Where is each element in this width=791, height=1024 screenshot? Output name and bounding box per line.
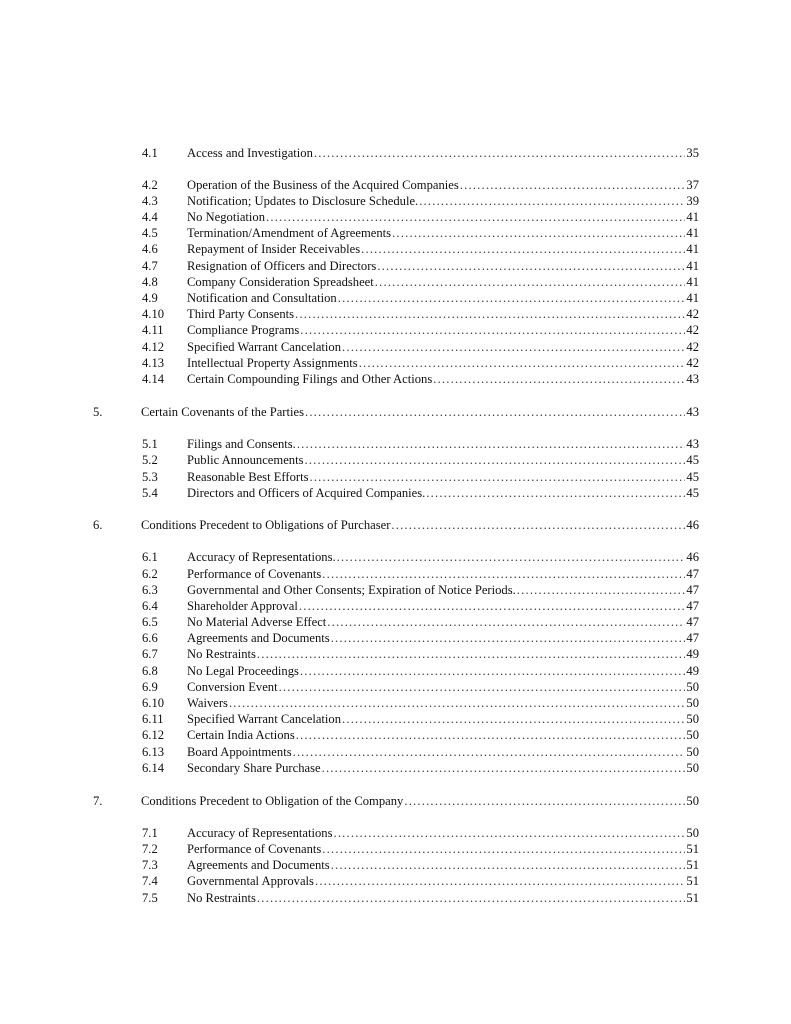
toc-entry-page: 47	[686, 599, 699, 613]
toc-entry-page: 50	[686, 696, 699, 710]
dot-leader	[460, 177, 686, 193]
toc-entry[interactable]	[142, 452, 699, 468]
toc-entry-title: Secondary Share Purchase	[187, 761, 321, 775]
toc-entry-title: Notification; Updates to Disclosure Schedule.	[187, 194, 419, 208]
dot-leader	[229, 695, 685, 711]
toc-entry[interactable]	[142, 209, 699, 225]
toc-entry-number: 5.4	[142, 486, 158, 500]
toc-entry-page: 43	[686, 405, 699, 419]
toc-entry[interactable]	[142, 582, 699, 598]
toc-entry-number: 6.9	[142, 680, 158, 694]
toc-entry-title: Agreements and Documents	[187, 631, 330, 645]
toc-entry-title: No Negotiation	[187, 210, 265, 224]
toc-entry[interactable]	[142, 371, 699, 387]
dot-leader	[295, 306, 685, 322]
toc-entry-page: 51	[686, 874, 699, 888]
toc-entry-number: 6.6	[142, 631, 158, 645]
toc-entry-title: Conditions Precedent to Obligations of Purchaser	[141, 518, 391, 532]
toc-entry-page: 37	[686, 178, 699, 192]
toc-entry-title: Repayment of Insider Receivables	[187, 242, 361, 256]
dot-leader	[359, 355, 686, 371]
toc-entry-number: 6.5	[142, 615, 158, 629]
toc-entry-title: Shareholder Approval	[187, 599, 298, 613]
toc-entry-page: 50	[686, 826, 699, 840]
dot-leader	[404, 793, 685, 809]
toc-entry-page: 43	[686, 437, 699, 451]
toc-entry-number: 7.3	[142, 858, 158, 872]
toc-entry-page: 49	[686, 647, 699, 661]
toc-entry[interactable]	[142, 727, 699, 743]
toc-entry-title: Third Party Consents	[187, 307, 295, 321]
dot-leader	[331, 630, 686, 646]
toc-entry-title: Specified Warrant Cancelation	[187, 340, 342, 354]
toc-entry-page: 50	[686, 794, 699, 808]
toc-entry-page: 50	[686, 728, 699, 742]
toc-entry-title: Governmental Approvals	[187, 874, 314, 888]
toc-entry-page: 42	[686, 307, 699, 321]
toc-section-entry[interactable]	[93, 517, 699, 533]
dot-leader	[375, 274, 686, 290]
toc-entry-number: 4.7	[142, 259, 158, 273]
toc-entry-title: Company Consideration Spreadsheet	[187, 275, 374, 289]
toc-entry-title: Public Announcements	[187, 453, 304, 467]
toc-entry-title: Board Appointments	[187, 745, 292, 759]
dot-leader	[322, 841, 685, 857]
toc-entry-number: 6.1	[142, 550, 158, 564]
dot-leader	[517, 582, 686, 598]
toc-entry-number: 4.10	[142, 307, 165, 321]
toc-entry-number: 4.6	[142, 242, 158, 256]
toc-entry[interactable]	[142, 695, 699, 711]
toc-entry-number: 6.2	[142, 567, 158, 581]
toc-entry-title: Agreements and Documents	[187, 858, 330, 872]
dot-leader	[300, 322, 685, 338]
toc-entry-page: 41	[686, 291, 699, 305]
toc-entry-number: 4.13	[142, 356, 165, 370]
toc-entry[interactable]	[142, 598, 699, 614]
toc-entry[interactable]	[142, 485, 699, 501]
dot-leader	[392, 225, 685, 241]
toc-entry-number: 5.2	[142, 453, 158, 467]
toc-entry-number: 7.5	[142, 891, 158, 905]
toc-entry[interactable]	[142, 630, 699, 646]
toc-entry[interactable]	[142, 646, 699, 662]
toc-entry-number: 4.11	[142, 323, 164, 337]
toc-entry-title: Reasonable Best Efforts	[187, 470, 309, 484]
toc-entry-number: 4.12	[142, 340, 165, 354]
dot-leader	[419, 193, 685, 209]
toc-entry-page: 50	[686, 712, 699, 726]
toc-entry-page: 50	[686, 680, 699, 694]
toc-entry-number: 4.8	[142, 275, 158, 289]
toc-entry-title: Specified Warrant Cancelation	[187, 712, 342, 726]
toc-entry-page: 50	[686, 745, 699, 759]
toc-section-entry[interactable]	[93, 793, 699, 809]
dot-leader	[322, 760, 686, 776]
toc-entry-number: 6.12	[142, 728, 165, 742]
toc-entry-page: 41	[686, 226, 699, 240]
toc-entry-number: 7.	[93, 794, 103, 808]
toc-entry-title: Waivers	[187, 696, 228, 710]
toc-entry-page: 42	[686, 323, 699, 337]
toc-entry-page: 41	[686, 259, 699, 273]
toc-entry[interactable]	[142, 890, 699, 906]
toc-entry[interactable]	[142, 322, 699, 338]
toc-entry-number: 4.9	[142, 291, 158, 305]
dot-leader	[331, 857, 686, 873]
toc-entry[interactable]	[142, 290, 699, 306]
dot-leader	[338, 290, 686, 306]
toc-entry[interactable]	[142, 306, 699, 322]
dot-leader	[333, 825, 685, 841]
toc-entry-number: 6.14	[142, 761, 165, 775]
toc-entry-number: 6.	[93, 518, 103, 532]
toc-entry-page: 46	[686, 518, 699, 532]
toc-entry[interactable]	[142, 873, 699, 889]
toc-entry[interactable]	[142, 436, 699, 452]
toc-entry[interactable]	[142, 145, 699, 161]
dot-leader	[314, 145, 686, 161]
toc-entry-number: 4.1	[142, 146, 158, 160]
toc-entry[interactable]	[142, 177, 699, 193]
dot-leader	[279, 679, 686, 695]
toc-entry-title: No Restraints	[187, 891, 256, 905]
toc-entry-number: 7.1	[142, 826, 158, 840]
toc-entry[interactable]	[142, 549, 699, 565]
dot-leader	[304, 452, 685, 468]
toc-entry-title: Accuracy of Representations	[187, 826, 333, 840]
dot-leader	[293, 744, 686, 760]
toc-entry-title: Performance of Covenants	[187, 567, 322, 581]
toc-entry-page: 47	[686, 631, 699, 645]
toc-entry[interactable]	[142, 225, 699, 241]
toc-entry-title: Governmental and Other Consents; Expiration of Notice Periods.	[187, 583, 516, 597]
dot-leader	[266, 209, 685, 225]
dot-leader	[309, 469, 685, 485]
toc-entry[interactable]	[142, 744, 699, 760]
toc-entry-number: 6.7	[142, 647, 158, 661]
toc-entry-page: 41	[686, 242, 699, 256]
toc-entry-number: 5.3	[142, 470, 158, 484]
dot-leader	[337, 549, 686, 565]
toc-entry[interactable]	[142, 258, 699, 274]
toc-entry-title: Conversion Event	[187, 680, 278, 694]
toc-entry-number: 6.13	[142, 745, 165, 759]
toc-entry-number: 4.3	[142, 194, 158, 208]
toc-entry[interactable]	[142, 193, 699, 209]
toc-entry-page: 50	[686, 761, 699, 775]
dot-leader	[327, 614, 685, 630]
toc-entry-title: Filings and Consents.	[187, 437, 296, 451]
toc-entry-page: 51	[686, 858, 699, 872]
toc-entry-page: 35	[686, 146, 699, 160]
toc-entry-title: Notification and Consultation	[187, 291, 337, 305]
toc-entry-page: 45	[686, 470, 699, 484]
toc-entry[interactable]	[142, 841, 699, 857]
dot-leader	[391, 517, 685, 533]
toc-entry-number: 6.8	[142, 664, 158, 678]
toc-entry-number: 6.4	[142, 599, 158, 613]
dot-leader	[257, 890, 685, 906]
toc-entry-page: 51	[686, 891, 699, 905]
toc-entry-number: 6.3	[142, 583, 158, 597]
toc-entry-title: Conditions Precedent to Obligation of the Company	[141, 794, 404, 808]
toc-entry-number: 6.10	[142, 696, 165, 710]
dot-leader	[300, 663, 685, 679]
toc-entry-page: 47	[686, 583, 699, 597]
toc-entry-page: 51	[686, 842, 699, 856]
toc-entry-number: 7.4	[142, 874, 158, 888]
dot-leader	[296, 727, 686, 743]
toc-entry-title: Certain Compounding Filings and Other Actions	[187, 372, 433, 386]
toc-entry-number: 4.5	[142, 226, 158, 240]
dot-leader	[342, 711, 685, 727]
toc-section-entry[interactable]	[93, 404, 699, 420]
toc-entry-page: 47	[686, 615, 699, 629]
toc-entry-page: 41	[686, 210, 699, 224]
toc-entry-title: No Restraints	[187, 647, 256, 661]
toc-entry-number: 4.2	[142, 178, 158, 192]
toc-entry-number: 4.4	[142, 210, 158, 224]
toc-entry[interactable]	[142, 760, 699, 776]
dot-leader	[315, 873, 685, 889]
toc-entry[interactable]	[142, 614, 699, 630]
toc-entry-number: 6.11	[142, 712, 164, 726]
dot-leader	[299, 598, 686, 614]
toc-entry-title: Accuracy of Representations.	[187, 550, 336, 564]
toc-entry-page: 46	[686, 550, 699, 564]
toc-entry-page: 45	[686, 453, 699, 467]
toc-entry-number: 5.1	[142, 437, 158, 451]
toc-entry-number: 4.14	[142, 372, 165, 386]
toc-entry-title: Intellectual Property Assignments	[187, 356, 358, 370]
dot-leader	[426, 485, 685, 501]
toc-entry-title: No Legal Proceedings	[187, 664, 299, 678]
toc-entry[interactable]	[142, 566, 699, 582]
toc-entry[interactable]	[142, 663, 699, 679]
dot-leader	[342, 339, 685, 355]
toc-entry-title: Termination/Amendment of Agreements	[187, 226, 392, 240]
toc-entry[interactable]	[142, 241, 699, 257]
toc-entry[interactable]	[142, 825, 699, 841]
toc-entry-title: Performance of Covenants	[187, 842, 322, 856]
toc-entry-page: 39	[686, 194, 699, 208]
toc-entry[interactable]	[142, 339, 699, 355]
dot-leader	[305, 404, 685, 420]
toc-entry-page: 47	[686, 567, 699, 581]
toc-entry[interactable]	[142, 469, 699, 485]
dot-leader	[361, 241, 685, 257]
toc-entry-title: Compliance Programs	[187, 323, 300, 337]
toc-entry-page: 49	[686, 664, 699, 678]
toc-entry-page: 45	[686, 486, 699, 500]
toc-entry-title: Directors and Officers of Acquired Companies.	[187, 486, 426, 500]
toc-entry-title: Certain India Actions	[187, 728, 295, 742]
toc-entry-page: 42	[686, 356, 699, 370]
toc-entry[interactable]	[142, 355, 699, 371]
dot-leader	[377, 258, 685, 274]
toc-entry-number: 5.	[93, 405, 103, 419]
toc-entry[interactable]	[142, 679, 699, 695]
dot-leader	[433, 371, 685, 387]
toc-entry-title: Operation of the Business of the Acquired Companies	[187, 178, 459, 192]
toc-entry-title: No Material Adverse Effect	[187, 615, 327, 629]
toc-entry[interactable]	[142, 857, 699, 873]
toc-entry-page: 41	[686, 275, 699, 289]
toc-entry-page: 43	[686, 372, 699, 386]
dot-leader	[297, 436, 686, 452]
toc-entry-title: Resignation of Officers and Directors	[187, 259, 377, 273]
toc-entry-title: Certain Covenants of the Parties	[141, 405, 304, 419]
toc-entry[interactable]	[142, 711, 699, 727]
toc-entry[interactable]	[142, 274, 699, 290]
toc-entry-number: 7.2	[142, 842, 158, 856]
dot-leader	[257, 646, 685, 662]
dot-leader	[322, 566, 685, 582]
toc-entry-title: Access and Investigation	[187, 146, 313, 160]
toc-entry-page: 42	[686, 340, 699, 354]
